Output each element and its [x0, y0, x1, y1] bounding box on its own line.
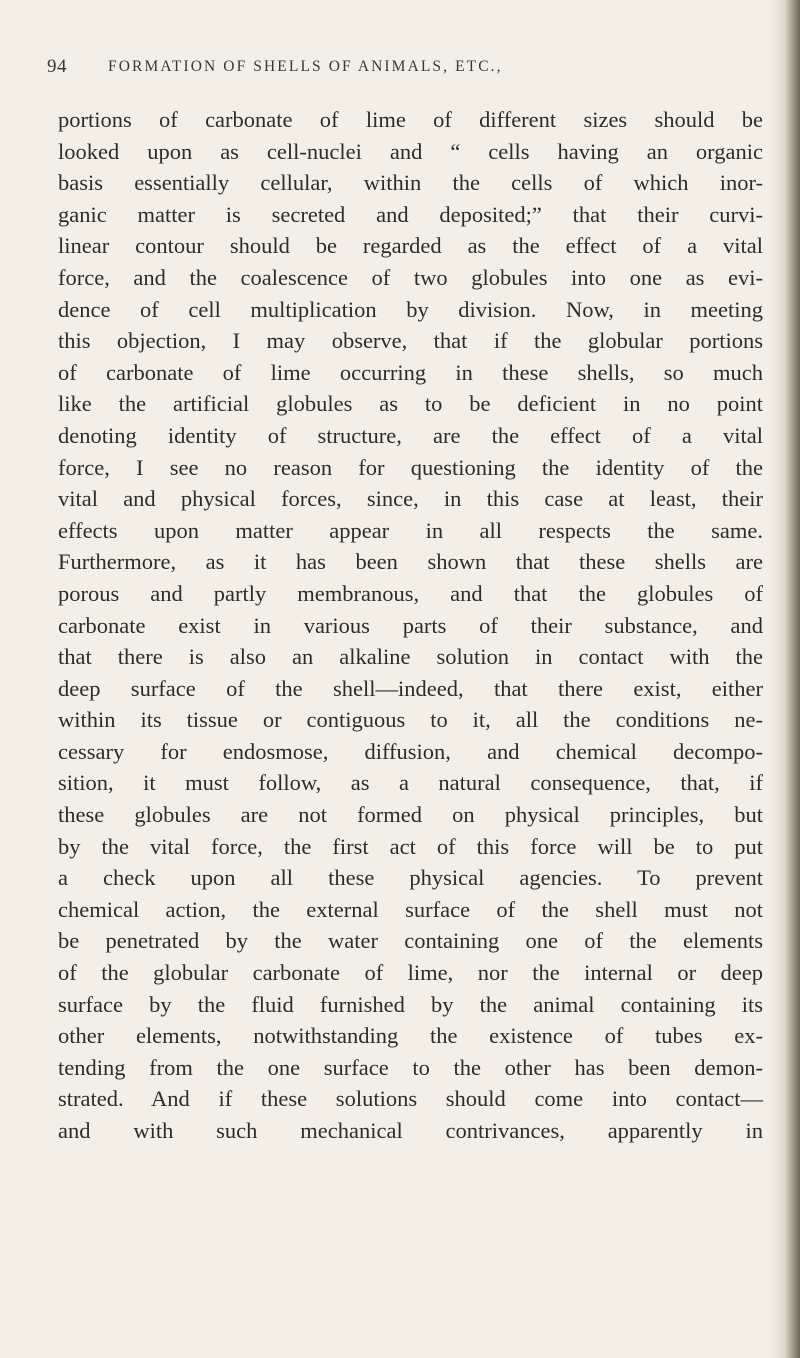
body-text: [58, 104, 763, 1147]
text-line: surface by the fluid furnished by the animal containing its: [58, 991, 763, 1017]
text-line: this objection, I may observe, that if the globular portions: [58, 328, 763, 354]
text-line: be penetrated by the water containing one of the elements: [58, 928, 763, 954]
page-edge-shadow: [786, 0, 800, 1358]
text-line: portions of carbonate of lime of different sizes should be: [58, 107, 763, 132]
text-line: deep surface of the shell—indeed, that there exist, either: [58, 675, 763, 701]
text-line: Furthermore, as it has been shown that these shells are: [58, 549, 763, 575]
text-line: tending from the one surface to the other has been demon-: [58, 1054, 763, 1080]
text-line: of carbonate of lime occurring in these shells, so much: [58, 359, 763, 385]
text-line: denoting identity of structure, are the effect of a vital: [58, 422, 763, 448]
text-line: porous and partly membranous, and that the globules of: [58, 580, 763, 606]
page-number: 94: [47, 56, 67, 77]
text-line: chemical action, the external surface of the shell must not: [58, 896, 763, 922]
text-line: effects upon matter appear in all respects the same.: [58, 517, 763, 543]
text-line: dence of cell multiplication by division. Now, in meeting: [58, 296, 763, 322]
text-line: cessary for endosmose, diffusion, and chemical decompo-: [58, 738, 763, 764]
text-line: these globules are not formed on physical principles, but: [58, 802, 763, 828]
text-line: that there is also an alkaline solution in contact with the: [58, 644, 763, 670]
text-line: other elements, notwithstanding the existence of tubes ex-: [58, 1023, 763, 1049]
text-line: linear contour should be regarded as the effect of a vital: [58, 233, 763, 259]
text-line: by the vital force, the first act of this force will be to put: [58, 833, 763, 859]
page-header: [0, 56, 800, 86]
running-head: FORMATION OF SHELLS OF ANIMALS, ETC.,: [108, 58, 503, 75]
text-line: like the artificial globules as to be deficient in no point: [58, 391, 763, 417]
text-line: force, and the coalescence of two globules into one as evi-: [58, 264, 763, 290]
text-line: a check upon all these physical agencies. To prevent: [58, 865, 763, 891]
text-line: and with such mechanical contrivances, apparently in: [58, 1118, 763, 1143]
text-line: of the globular carbonate of lime, nor the internal or deep: [58, 960, 763, 986]
text-line: carbonate exist in various parts of their substance, and: [58, 612, 763, 638]
text-line: within its tissue or contiguous to it, all the conditions ne-: [58, 707, 763, 733]
text-line: sition, it must follow, as a natural consequence, that, if: [58, 770, 763, 796]
text-line: ganic matter is secreted and deposited;” that their curvi-: [58, 201, 763, 227]
text-line: basis essentially cellular, within the cells of which inor-: [58, 170, 763, 196]
text-line: force, I see no reason for questioning the identity of the: [58, 454, 763, 480]
text-line: looked upon as cell-nuclei and “ cells having an organic: [58, 138, 763, 164]
text-line: vital and physical forces, since, in this case at least, their: [58, 486, 763, 512]
text-line: strated. And if these solutions should come into contact—: [58, 1086, 763, 1112]
